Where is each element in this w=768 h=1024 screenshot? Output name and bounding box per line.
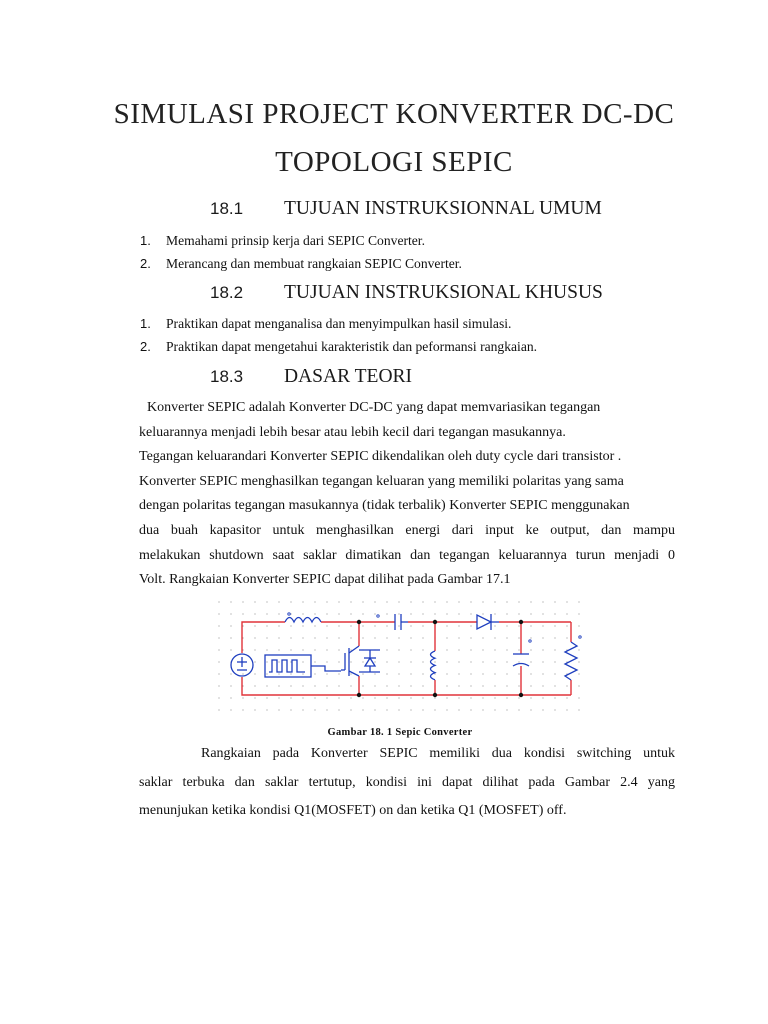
grid-dots	[218, 601, 579, 710]
paragraph-line: melakukan shutdown saat saklar dimatikan dan tegangan keluarannya turun menjadi 0	[139, 547, 675, 563]
dc-voltage-source	[231, 654, 253, 676]
list-text: Praktikan dapat mengetahui karakteristik dan peformansi rangkaian.	[166, 339, 538, 354]
paragraph-line: Konverter SEPIC menghasilkan tegangan keluaran yang memiliki polaritas yang sama	[139, 473, 624, 489]
input-inductor	[285, 618, 321, 623]
section-heading-18-3	[210, 366, 412, 388]
section-title: TUJUAN INSTRUKSIONAL KHUSUS	[284, 282, 603, 303]
list-number: 1.	[140, 233, 151, 248]
section-number: 18.2	[210, 283, 244, 302]
document-title-line-1: SIMULASI PROJECT KONVERTER DC-DC	[113, 98, 675, 130]
mosfet-switch	[341, 646, 380, 676]
list-item	[140, 335, 537, 358]
paragraph-line: dengan polaritas tegangan masukannya (tidak terbalik) Konverter SEPIC menggunakan	[139, 498, 630, 514]
list-number: 2.	[140, 339, 151, 354]
output-capacitor	[513, 654, 529, 666]
section-heading-18-1	[210, 198, 602, 220]
list-item	[140, 312, 537, 335]
paragraph-line: Rangkaian pada Konverter SEPIC memiliki dua kondisi switching untuk	[201, 746, 675, 761]
circuit-nodes	[357, 620, 523, 697]
circuit-wires	[242, 622, 571, 695]
section-number: 18.1	[210, 199, 244, 218]
document-title-line-2: TOPOLOGI SEPIC	[275, 146, 513, 178]
list-number: 1.	[140, 316, 151, 331]
output-diode	[477, 614, 499, 630]
paragraph-line: keluarannya menjadi lebih besar atau lebih kecil dari tegangan masukannya.	[139, 424, 566, 440]
list-tujuan-umum	[140, 229, 462, 275]
list-tujuan-khusus	[140, 312, 537, 358]
output-inductor	[431, 651, 436, 680]
list-text: Memahami prinsip kerja dari SEPIC Converter.	[166, 233, 425, 248]
paragraph-switching	[139, 740, 675, 826]
list-text: Praktikan dapat menganalisa dan menyimpulkan hasil simulasi.	[166, 316, 512, 331]
paragraph-line: Volt. Rangkaian Konverter SEPIC dapat dilihat pada Gambar 17.1	[139, 572, 511, 588]
paragraph-line: menunjukan ketika kondisi Q1(MOSFET) on dan ketika Q1 (MOSFET) off.	[139, 803, 567, 818]
list-item	[140, 252, 462, 275]
list-number: 2.	[140, 256, 151, 271]
paragraph-line: Tegangan keluarandari Konverter SEPIC dikendalikan oleh duty cycle dari transistor .	[139, 449, 622, 465]
coupling-capacitor	[395, 614, 408, 630]
section-heading-18-2	[210, 282, 603, 304]
sepic-converter-circuit-diagram	[215, 598, 585, 722]
paragraph-line: dua buah kapasitor untuk menghasilkan energi dari input ke output, dan mampu	[139, 522, 675, 538]
section-title: DASAR TEORI	[284, 366, 413, 387]
section-title: TUJUAN INSTRUKSIONNAL UMUM	[284, 198, 602, 219]
paragraph-line: Konverter SEPIC adalah Konverter DC-DC yang dapat memvariasikan tegangan	[147, 400, 601, 415]
section-number: 18.3	[210, 367, 244, 386]
paragraph-line: saklar terbuka dan saklar tertutup, kondisi ini dapat dilihat pada Gambar 2.4 yang	[139, 774, 675, 790]
figure-caption: Gambar 18. 1 Sepic Converter	[327, 727, 473, 738]
list-item	[140, 229, 462, 252]
paragraph-dasar-teori	[139, 396, 675, 593]
list-text: Merancang dan membuat rangkaian SEPIC Converter.	[166, 256, 462, 271]
